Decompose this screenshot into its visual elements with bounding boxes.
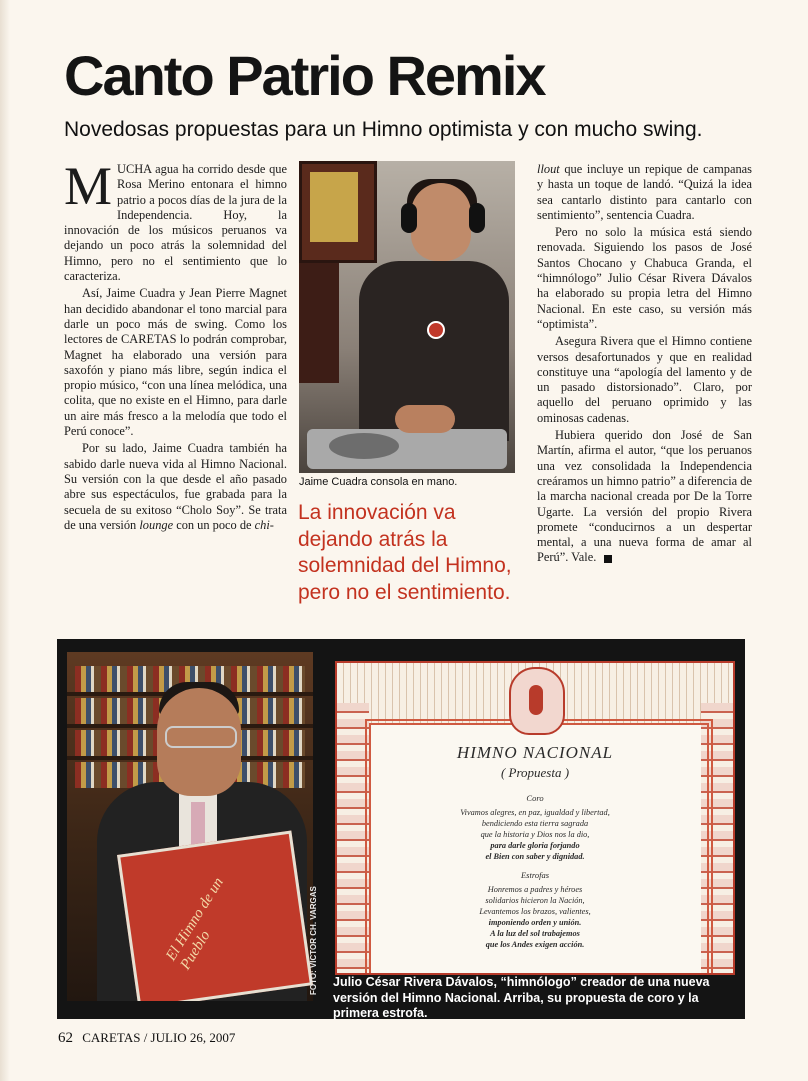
- dj-head: [411, 183, 471, 261]
- page-footer: [58, 1030, 358, 1047]
- verse-line: el Bien con saber y dignidad.: [485, 852, 585, 861]
- wall-frame: [299, 161, 377, 263]
- italic-term: lounge: [139, 517, 174, 532]
- anthem-text: [377, 743, 693, 950]
- verse-line: Honremos a padres y héroes: [487, 885, 583, 894]
- verse-line: Vivamos alegres, en paz, igualdad y libertad,: [460, 808, 610, 817]
- paragraph-text: Hubiera querido don José de San Martín, afirma el autor, “que los peruanos una vez consolidada la Independencia creáramos un himno patrio” a diferencia de la marcha nacional creada por De la Torre Ugarte. La versión del propio Rivera promete “conducirnos a un despertar mental, a una nueva forma de amar al Perú”. Vale.: [537, 428, 752, 565]
- drop-cap: M: [64, 156, 113, 216]
- article-column-3: [537, 162, 752, 568]
- verse-line: bendiciendo esta tierra sagrada: [481, 819, 589, 828]
- box-caption: Julio César Rivera Dávalos, “himnólogo” creador de una nueva versión del Himno Nacional. Arriba, su propuesta de coro y la primera estrofa.: [333, 975, 710, 1020]
- page-edge: [0, 0, 10, 1081]
- paragraph: [64, 441, 287, 533]
- glasses-icon: [165, 726, 237, 748]
- book-title: El Himno de un Pueblo: [163, 874, 227, 973]
- estrofas-heading: Estrofas: [520, 870, 550, 880]
- article-column-1: [64, 156, 287, 535]
- emblem-icon: [509, 667, 565, 735]
- paragraph: [537, 162, 752, 223]
- verse-line: Levantemos los brazos, valientes,: [479, 907, 591, 916]
- italic-term: chi-: [254, 517, 274, 532]
- paragraph-text: UCHA agua ha corrido desde que Rosa Merino entonara el himno patrio a pocos días de la jura de la Independencia. Hoy, la innovación de los músicos peruanos va dejando un poco atrás la solemnidad del Himno, pero no el sentimiento que lo caracteriza.: [64, 162, 287, 284]
- verse-line: imponiendo orden y unión.: [488, 918, 582, 927]
- paragraph: [537, 428, 752, 566]
- paragraph-text: que incluye un repique de campanas y hasta un toque de landó. “Quizá la idea sea cantarlo distinto para cantarlo con sentimiento”, sentencia Cuadra.: [537, 162, 752, 222]
- coro-heading: Coro: [526, 793, 544, 803]
- dj-hand: [395, 405, 455, 433]
- anthem-title: HIMNO NACIONAL: [456, 743, 614, 762]
- wall-frame: [299, 263, 339, 383]
- page-number: 62: [58, 1030, 73, 1046]
- verse-line: A la luz del sol trabajemos: [490, 929, 580, 938]
- end-mark-icon: [604, 555, 612, 563]
- photo-credit: FOTO: VÍCTOR CH. VARGAS: [309, 886, 318, 995]
- paragraph-text: Por su lado, Jaime Cuadra también ha sabido darle nueva vida al Himno Nacional. Su versión con la que desde el año pasado abre sus espectáculos, fue grabada para la secuela de su exitoso “Cholo Soy”. Se trata de una versión: [64, 441, 287, 532]
- feature-box: [57, 639, 745, 1019]
- subhead: Novedosas propuestas para un Himno optimista y con mucho swing.: [64, 118, 703, 141]
- anthem-subtitle: ( Propuesta ): [500, 765, 570, 780]
- pull-quote: La innovación va dejando atrás la solemnidad del Himno, pero no el sentimiento.: [298, 501, 512, 604]
- headline: Canto Patrio Remix: [64, 44, 545, 107]
- footer-text: CARETAS / JULIO 26, 2007: [82, 1030, 236, 1045]
- paragraph: Así, Jaime Cuadra y Jean Pierre Magnet han decidido abandonar el tono marcial para darle un poco más de swing. Como los lectores de CARETAS lo podrán comprobar, Magnet ha elaborado una versión para saxofón y piano más libre, según indica el propio músico, “con una línea melódica, una colita, que no existe en el Himno, para darle un aire más fresco a la melodía que todo el Perú conoce”.: [64, 286, 287, 439]
- author-photo: [67, 652, 313, 1001]
- verse-line: que los Andes exigen acción.: [485, 940, 585, 949]
- dj-photo: [299, 161, 515, 473]
- italic-term: llout: [537, 162, 560, 176]
- verse-line: para darle gloria forjando: [490, 841, 580, 850]
- anthem-proposal-card: [335, 661, 735, 975]
- paragraph: Pero no solo la música está siendo renovada. Siguiendo los pasos de José Santos Chocano y Chabuca Granda, el “himnólogo” Julio César Rivera Dávalos ha elaborado su propia letra del Himno Nacional. En este caso, su versión más “optimista”.: [537, 225, 752, 331]
- photo-caption: Jaime Cuadra consola en mano.: [299, 476, 458, 488]
- headphones-icon: [469, 203, 485, 233]
- paragraph: Asegura Rivera que el Himno contiene versos desafortunados y que en realidad constituye una “apología del lamento y de un pasado distorsionado”. Claro, por aquello del peruano oprimido y las ominosas cadenas.: [537, 334, 752, 425]
- verse-line: que la historia y Dios nos la dio,: [480, 830, 590, 839]
- vinyl-record: [329, 433, 399, 459]
- headphones-icon: [401, 203, 417, 233]
- verse-line: solidarios hicieron la Nación,: [485, 896, 585, 905]
- paragraph-text: con un poco de: [173, 517, 255, 532]
- rosette-icon: [427, 321, 445, 339]
- paragraph: [64, 156, 287, 284]
